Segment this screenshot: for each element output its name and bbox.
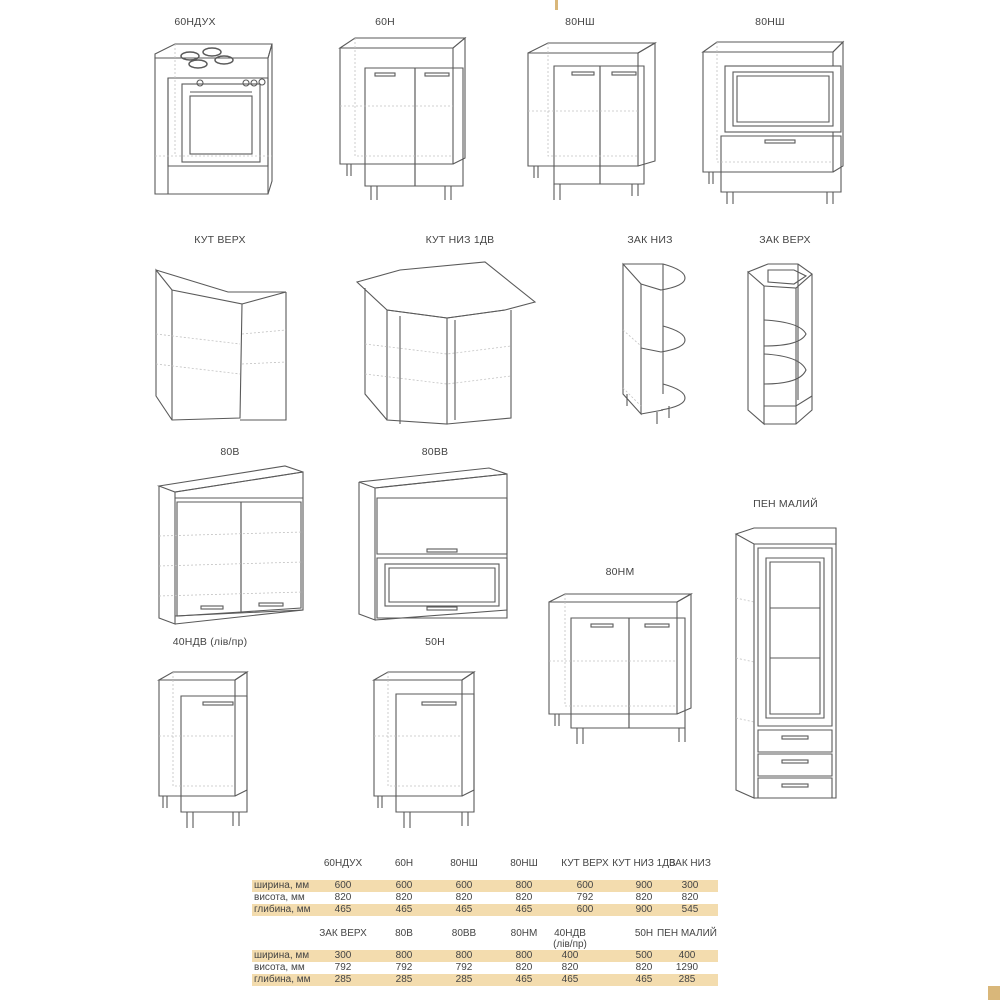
spec-table-2: [252, 928, 718, 986]
corner-accent: [988, 986, 1000, 1000]
cabinet-label: ЗАК НИЗ: [627, 234, 673, 246]
column-header: 60НДУХ: [323, 858, 363, 869]
table-row: [252, 880, 718, 892]
table-cell: 820: [395, 892, 413, 903]
table-cell: 900: [635, 904, 653, 915]
row-label: висота, мм: [254, 962, 305, 973]
cabinet-80nsh-drawer: [695, 16, 850, 201]
table-cell: 465: [515, 974, 533, 985]
table-cell: 820: [681, 892, 699, 903]
table-cell: 600: [576, 880, 594, 891]
cabinet-80nm: [545, 566, 695, 751]
table-cell: 800: [455, 950, 473, 961]
cabinet-80v-drawing: [155, 446, 310, 626]
table-cell: 600: [576, 904, 594, 915]
table-cell: 465: [561, 974, 579, 985]
cabinet-label: КУТ НИЗ 1ДВ: [425, 234, 495, 246]
table-cell: 820: [635, 892, 653, 903]
cabinet-label: ЗАК ВЕРХ: [759, 234, 811, 246]
row-label: глибина, мм: [254, 974, 311, 985]
accent-mark: [555, 0, 558, 10]
row-label: висота, мм: [254, 892, 305, 903]
cabinet-80vv-drawing: [355, 446, 515, 626]
row-label: глибина, мм: [254, 904, 311, 915]
cabinet-kut-verkh-drawing: [150, 234, 290, 434]
cabinet-pen-malyi: [728, 498, 843, 816]
table-cell: 465: [334, 904, 352, 915]
table-cell: 820: [455, 892, 473, 903]
cabinet-label: 60Н: [375, 16, 395, 28]
cabinet-80v: [155, 446, 310, 626]
cabinet-label: 80НМ: [605, 566, 635, 578]
cabinet-60n: [335, 16, 470, 201]
column-header: 50Н: [634, 928, 654, 939]
spec-table-1: [252, 858, 718, 916]
table-cell: 600: [334, 880, 352, 891]
row-label: ширина, мм: [254, 950, 310, 961]
table-cell: 792: [576, 892, 594, 903]
spec-table-1-header: [252, 858, 718, 880]
cabinet-label: ПЕН МАЛИЙ: [753, 498, 818, 510]
table-cell: 465: [455, 904, 473, 915]
cabinet-80nsh-drawer-drawing: [695, 16, 850, 201]
table-cell: 400: [561, 950, 579, 961]
cabinet-label: 80В: [220, 446, 240, 458]
cabinet-zak-nyz: [605, 234, 695, 434]
cabinet-kut-nyz: [355, 234, 540, 434]
column-header: 80НШ: [510, 858, 538, 869]
cabinet-80nm-drawing: [545, 566, 695, 751]
cabinet-60ndukh-drawing: [150, 16, 280, 201]
column-header: 80НМ: [510, 928, 538, 939]
cabinet-pen-malyi-drawing: [728, 498, 843, 816]
table-cell: 1290: [675, 962, 699, 973]
cabinet-40ndv: [155, 636, 265, 831]
table-cell: 300: [334, 950, 352, 961]
table-cell: 300: [681, 880, 699, 891]
column-header: 80В: [395, 928, 413, 939]
column-header: КУТ НИЗ 1ДВ: [612, 858, 676, 869]
table-cell: 900: [635, 880, 653, 891]
cabinet-80nsh-doors: [520, 16, 660, 201]
cabinet-label: 40НДВ (лів/пр): [172, 636, 248, 648]
cabinet-label: 50Н: [425, 636, 445, 648]
cabinet-label: 60НДУХ: [174, 16, 216, 28]
cabinet-60n-drawing: [335, 16, 470, 201]
column-header: 40НДВ (лів/пр): [553, 928, 587, 950]
table-cell: 600: [455, 880, 473, 891]
cabinet-zak-verkh: [740, 234, 830, 434]
cabinet-zak-nyz-drawing: [605, 234, 695, 434]
table-cell: 792: [395, 962, 413, 973]
cabinet-label: 80НШ: [565, 16, 595, 28]
table-cell: 545: [681, 904, 699, 915]
cabinet-80nsh-doors-drawing: [520, 16, 660, 201]
cabinet-50n-drawing: [370, 636, 490, 831]
cabinet-60ndukh: [150, 16, 280, 201]
table-cell: 285: [678, 974, 696, 985]
table-cell: 820: [334, 892, 352, 903]
column-header: ЗАК НИЗ: [669, 858, 711, 869]
table-row: [252, 974, 718, 986]
table-row: [252, 892, 718, 904]
column-header: ЗАК ВЕРХ: [319, 928, 367, 939]
cabinet-label: 80НШ: [755, 16, 785, 28]
column-header: 80ВВ: [451, 928, 477, 939]
table-cell: 820: [515, 892, 533, 903]
cabinet-zak-verkh-drawing: [740, 234, 830, 434]
table-cell: 800: [515, 950, 533, 961]
table-cell: 800: [515, 880, 533, 891]
cabinet-label: КУТ ВЕРХ: [194, 234, 246, 246]
column-header: 60Н: [394, 858, 414, 869]
table-cell: 792: [455, 962, 473, 973]
table-cell: 820: [515, 962, 533, 973]
cabinet-50n: [370, 636, 490, 831]
column-header: КУТ ВЕРХ: [561, 858, 609, 869]
table-cell: 500: [635, 950, 653, 961]
spec-table-2-header: [252, 928, 718, 950]
table-cell: 285: [395, 974, 413, 985]
row-label: ширина, мм: [254, 880, 310, 891]
table-cell: 465: [515, 904, 533, 915]
table-cell: 820: [635, 962, 653, 973]
table-row: [252, 950, 718, 962]
table-cell: 820: [561, 962, 579, 973]
table-cell: 600: [395, 880, 413, 891]
column-header: 80НШ: [450, 858, 478, 869]
table-cell: 465: [635, 974, 653, 985]
table-row: [252, 962, 718, 974]
cabinet-kut-verkh: [150, 234, 290, 434]
table-cell: 285: [455, 974, 473, 985]
cabinet-label: 80ВВ: [421, 446, 449, 458]
table-row: [252, 904, 718, 916]
table-cell: 285: [334, 974, 352, 985]
table-cell: 465: [395, 904, 413, 915]
table-cell: 400: [678, 950, 696, 961]
table-cell: 800: [395, 950, 413, 961]
table-cell: 792: [334, 962, 352, 973]
cabinet-40ndv-drawing: [155, 636, 265, 831]
cabinet-kut-nyz-drawing: [355, 234, 540, 434]
cabinet-80vv: [355, 446, 515, 626]
column-header: ПЕН МАЛИЙ: [656, 928, 717, 939]
